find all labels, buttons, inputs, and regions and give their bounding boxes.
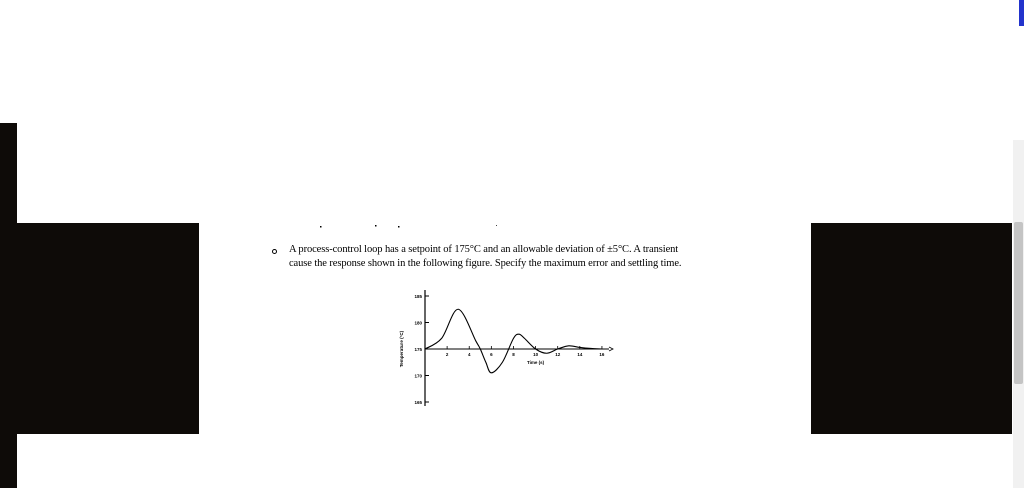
x-tick-label: 2 (445, 352, 449, 357)
question-line-1: A process-control loop has a setpoint of 175°C and an allowable deviation of ±5°C. A transient (289, 244, 679, 255)
x-tick-label: 6 (490, 352, 493, 357)
x-axis-arrow (609, 347, 613, 351)
x-axis-label: Time (s) (527, 360, 545, 365)
x-tick-label: 8 (512, 352, 515, 357)
question-text (289, 243, 759, 271)
question-line-2: cause the response shown in the following figure. Specify the maximum error and settling time. (289, 258, 682, 269)
x-tick-label: 14 (577, 352, 583, 357)
y-tick-label: 170 (414, 373, 422, 379)
x-tick-label: 4 (467, 352, 471, 357)
y-tick-label: 165 (414, 400, 422, 405)
x-tick-label: 10 (533, 352, 539, 357)
y-tick-label: 175 (414, 347, 422, 352)
y-tick-label: 180 (414, 320, 422, 326)
response-curve (425, 309, 602, 373)
y-axis-label: Temperature (°C) (399, 330, 404, 368)
bullet-icon (272, 249, 277, 254)
x-tick-label: 12 (555, 352, 561, 357)
response-chart (395, 286, 620, 416)
y-tick-label: 185 (414, 294, 422, 299)
x-tick-label: 16 (599, 352, 605, 357)
